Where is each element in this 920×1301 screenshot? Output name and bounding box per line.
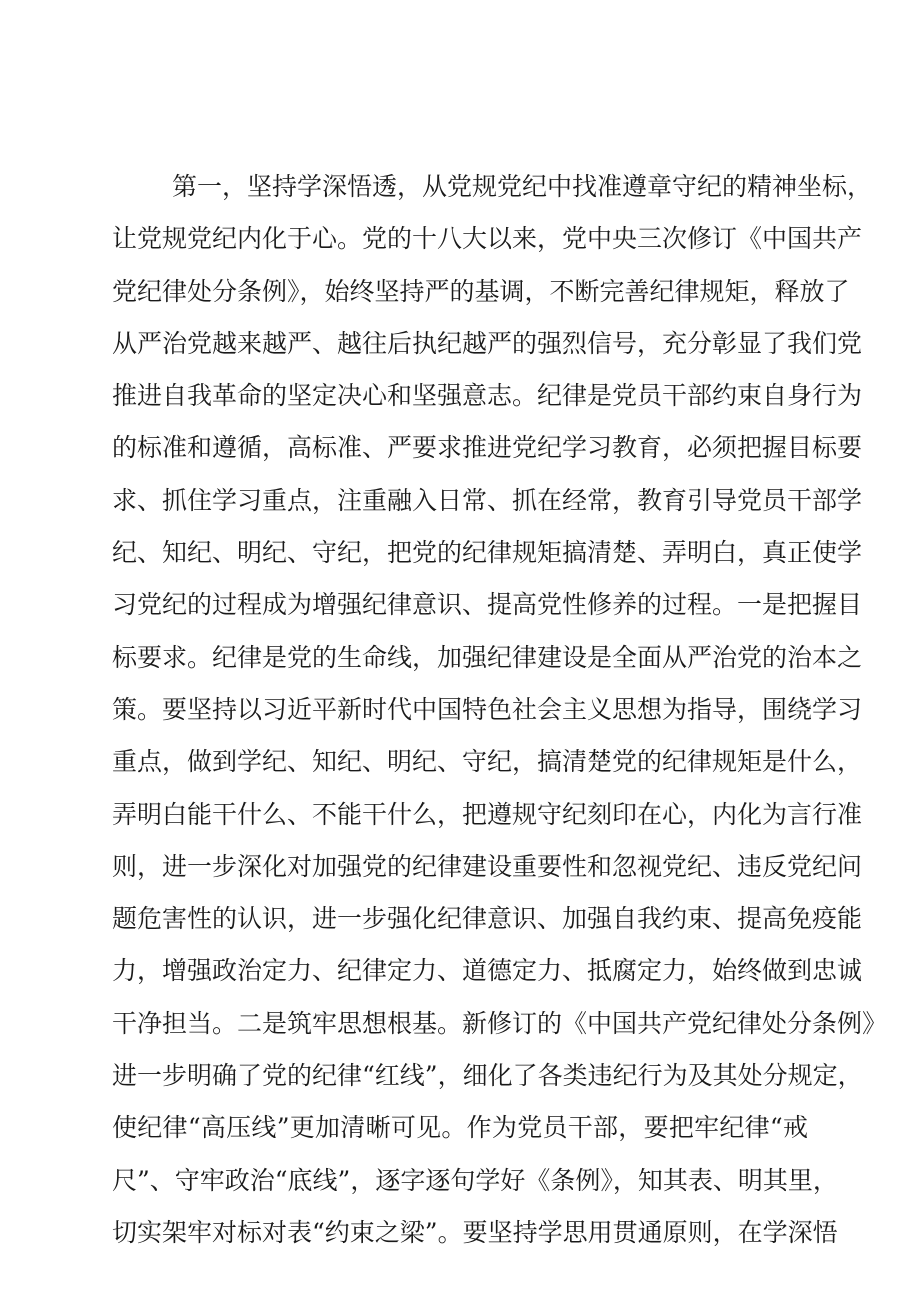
paragraph-line: 纪、知纪、明纪、守纪，把党的纪律规矩搞清楚、弄明白，真正使学 (112, 538, 863, 568)
paragraph-line: 则，进一步深化对加强党的纪律建设重要性和忽视党纪、违反党纪问 (112, 851, 863, 881)
paragraph-line: 标要求。纪律是党的生命线，加强纪律建设是全面从严治党的治本之 (112, 642, 863, 672)
body-paragraph (112, 161, 888, 1259)
paragraph-line: 切实架牢对标对表“约束之梁”。要坚持学思用贯通原则，在学深悟 (112, 1217, 838, 1247)
paragraph-line: 策。要坚持以习近平新时代中国特色社会主义思想为指导，围绕学习 (112, 694, 863, 724)
paragraph-line: 尺”、守牢政治“底线”，逐字逐句学好《条例》，知其表、明其里， (112, 1165, 838, 1195)
paragraph-line: 党纪律处分条例》，始终坚持严的基调，不断完善纪律规矩，释放了 (112, 276, 850, 306)
paragraph-line: 力，增强政治定力、纪律定力、道德定力、抵腐定力，始终做到忠诚 (112, 956, 863, 986)
paragraph-line: 求、抓住学习重点，注重融入日常、抓在经常，教育引导党员干部学 (112, 485, 863, 515)
paragraph-line: 让党规党纪内化于心。党的十八大以来，党中央三次修订《中国共产 (112, 224, 863, 254)
paragraph-line: 从严治党越来越严、越往后执纪越严的强烈信号，充分彰显了我们党 (112, 328, 863, 358)
paragraph-line: 干净担当。二是筑牢思想根基。新修订的《中国共产党纪律处分条例》 (112, 1008, 888, 1038)
paragraph-line: 习党纪的过程成为增强纪律意识、提高党性修养的过程。一是把握目 (112, 590, 863, 620)
paragraph-line: 的标准和遵循，高标准、严要求推进党纪学习教育，必须把握目标要 (112, 433, 863, 463)
paragraph-line: 第一，坚持学深悟透，从党规党纪中找准遵章守纪的精神坐标， (172, 172, 873, 201)
paragraph-line: 进一步明确了党的纪律“红线”，细化了各类违纪行为及其处分规定， (112, 1061, 863, 1091)
paragraph-line: 推进自我革命的坚定决心和坚强意志。纪律是党员干部约束自身行为 (112, 381, 863, 411)
paragraph-line: 题危害性的认识，进一步强化纪律意识、加强自我约束、提高免疫能 (112, 904, 863, 934)
paragraph-line: 使纪律“高压线”更加清晰可见。作为党员干部，要把牢纪律“戒 (112, 1113, 808, 1143)
paragraph-line: 重点，做到学纪、知纪、明纪、守纪，搞清楚党的纪律规矩是什么， (112, 747, 863, 777)
paragraph-line: 弄明白能干什么、不能干什么，把遵规守纪刻印在心，内化为言行准 (112, 799, 863, 829)
